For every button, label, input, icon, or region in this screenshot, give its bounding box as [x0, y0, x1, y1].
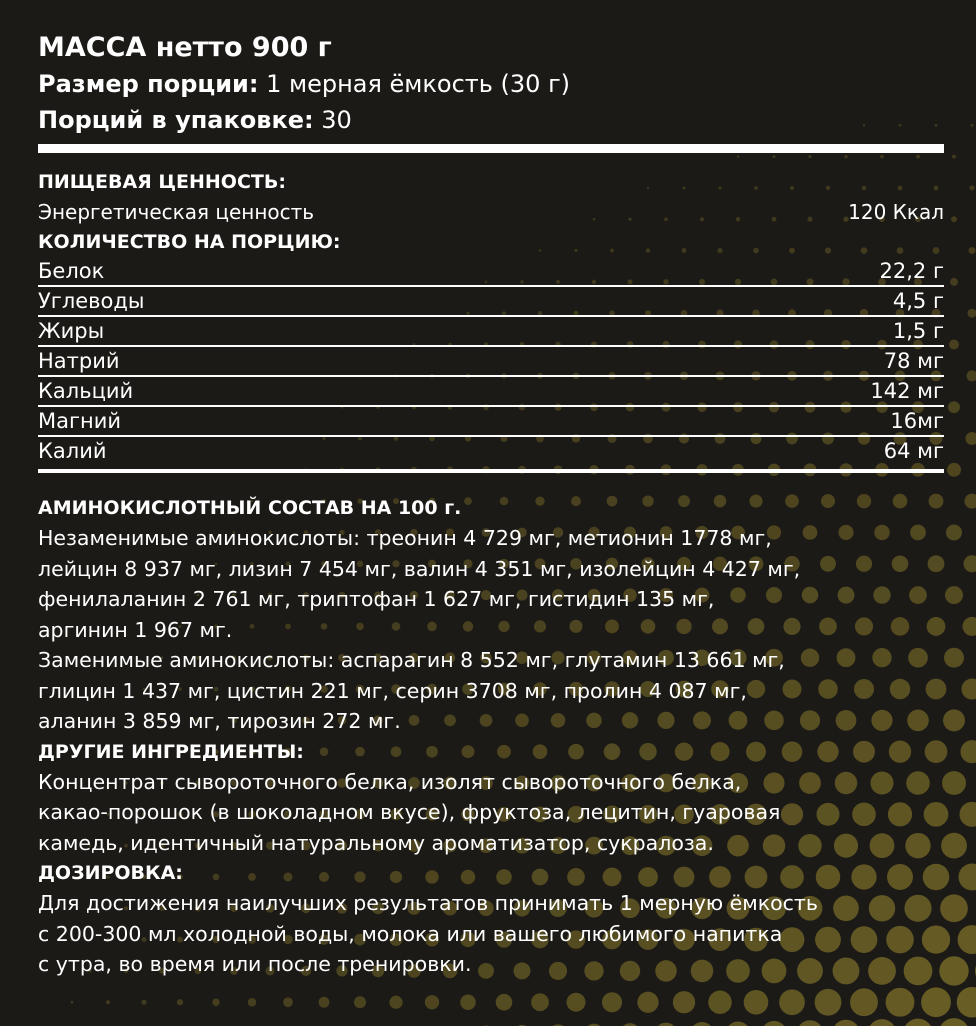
halftone-dot — [969, 247, 976, 254]
halftone-dot — [141, 1000, 146, 1005]
nutrient-row — [38, 377, 944, 407]
halftone-dot — [726, 1021, 750, 1026]
nutrient-row — [38, 407, 944, 437]
halftone-dot — [968, 309, 976, 318]
halftone-dot — [942, 771, 966, 795]
nutrition-label — [38, 30, 944, 980]
halftone-dot — [941, 833, 967, 859]
halftone-dot — [943, 709, 965, 731]
energy-label: Энергетическая ценность — [38, 200, 315, 224]
net-weight: МАССА нетто 900 г — [38, 32, 332, 63]
energy-value: 120 Ккал — [848, 200, 944, 224]
halftone-dot — [319, 997, 330, 1008]
halftone-dot — [946, 524, 962, 540]
halftone-dot — [960, 802, 976, 827]
divider-medium — [38, 469, 944, 473]
halftone-dot — [177, 999, 183, 1005]
halftone-dot — [939, 1018, 970, 1026]
halftone-dot — [690, 1022, 713, 1026]
ingredients-line: какао-порошок (в шоколадном вкусе), фруктоза, лецитин, гуаровая — [38, 800, 781, 824]
nutrient-value: 22,2 г — [879, 259, 944, 283]
dosage-line: с 200-300 мл холодной воды, молока или вашего любимого напитка — [38, 921, 783, 946]
halftone-dot — [947, 463, 961, 477]
halftone-dot — [962, 617, 976, 636]
halftone-dot — [952, 155, 956, 159]
amino-line: Незаменимые аминокислоты: треонин 4 729 мг, метионин 1778 мг, — [38, 526, 772, 550]
serving-size — [38, 66, 944, 102]
dosage-title: ДОЗИРОВКА: — [38, 862, 183, 884]
halftone-dot — [961, 679, 976, 700]
dosage-line: Для достижения наилучших результатов принимать 1 мерную ёмкость — [38, 891, 818, 915]
servings-per-pack-label: Порций в упаковке: — [38, 106, 314, 134]
halftone-dot — [945, 586, 963, 604]
halftone-dot — [964, 494, 976, 509]
halftone-dot — [212, 999, 219, 1006]
halftone-dot — [761, 1021, 786, 1026]
nutrient-value: 64 мг — [883, 439, 944, 463]
halftone-dot — [460, 995, 475, 1010]
halftone-dot — [951, 216, 957, 222]
halftone-dot — [744, 990, 769, 1015]
halftone-dot — [963, 555, 976, 572]
nutrient-name: Жиры — [38, 319, 105, 343]
servings-per-pack-value: 30 — [313, 106, 352, 134]
ingredients-title: ДРУГИЕ ИНГРЕДИЕНТЫ: — [38, 740, 304, 763]
nutrient-name: Магний — [38, 409, 122, 433]
servings-per-pack — [38, 102, 944, 138]
halftone-dot — [354, 996, 366, 1008]
amino-line: фенилаланин 2 761 мг, триптофан 1 627 мг, гистидин 135 мг, — [38, 587, 715, 611]
nutrient-value: 142 мг — [870, 379, 944, 403]
ingredients-line: камедь, идентичный натуральному ароматизатор, сукралоза. — [38, 830, 714, 855]
halftone-dot — [965, 432, 976, 445]
halftone-dot — [959, 863, 976, 890]
halftone-dot — [248, 998, 257, 1007]
nutrient-table — [38, 257, 944, 465]
halftone-dot — [944, 648, 964, 668]
nutrient-value: 78 мг — [883, 349, 944, 373]
halftone-dot — [950, 278, 958, 286]
halftone-dot — [567, 993, 586, 1012]
amino-line: Заменимые аминокислоты: аспарагин 8 552 мг, глутамин 13 661 мг, — [38, 648, 785, 672]
halftone-dot — [868, 1019, 897, 1026]
halftone-dot — [708, 991, 731, 1014]
halftone-dot — [71, 1001, 74, 1004]
amino-line: аланин 3 859 мг, тирозин 272 мг. — [38, 709, 401, 733]
halftone-dot — [921, 987, 951, 1017]
halftone-dot — [958, 925, 976, 954]
halftone-dot — [496, 994, 513, 1011]
halftone-dot — [655, 1023, 677, 1026]
halftone-dot — [967, 370, 976, 381]
halftone-dot — [832, 1020, 860, 1026]
nutrition-title: ПИЩЕВАЯ ЦЕННОСТЬ: — [38, 171, 286, 193]
halftone-dot — [602, 992, 622, 1012]
halftone-dot — [779, 989, 805, 1015]
nutrient-row — [38, 317, 944, 347]
halftone-dot — [903, 1019, 933, 1026]
halftone-dot — [850, 988, 878, 1016]
halftone-dot — [949, 340, 959, 350]
nutrient-value: 1,5 г — [892, 319, 944, 343]
nutrient-name: Углеводы — [38, 289, 145, 313]
nutrient-name: Белок — [38, 259, 105, 283]
amino-line: аргинин 1 967 мг. — [38, 617, 233, 642]
serving-size-label: Размер порции: — [38, 70, 259, 98]
per-serving-title: КОЛИЧЕСТВО НА ПОРЦИЮ: — [38, 231, 341, 253]
halftone-dot — [531, 993, 549, 1011]
halftone-dot — [797, 1020, 824, 1026]
nutrient-name: Натрий — [38, 349, 120, 373]
halftone-dot — [960, 740, 976, 763]
halftone-dot — [971, 124, 974, 127]
halftone-dot — [948, 401, 960, 413]
halftone-dot — [106, 1000, 110, 1004]
nutrient-row — [38, 287, 944, 317]
halftone-dot — [815, 989, 842, 1016]
halftone-dot — [425, 995, 439, 1009]
halftone-dot — [637, 992, 658, 1013]
halftone-dot — [940, 894, 968, 922]
halftone-dot — [970, 185, 975, 190]
nutrient-value: 4,5 г — [892, 289, 944, 313]
amino-line: лейцин 8 937 мг, лизин 7 454 мг, валин 4 351 мг, изолейцин 4 427 мг, — [38, 556, 801, 581]
nutrient-name: Калий — [38, 439, 107, 463]
halftone-dot — [886, 988, 915, 1017]
halftone-dot — [389, 996, 402, 1009]
nutrient-row — [38, 347, 944, 377]
halftone-dot — [673, 991, 695, 1013]
nutrient-row — [38, 257, 944, 287]
halftone-dot — [283, 997, 293, 1007]
dosage-line: с утра, во время или после тренировки. — [38, 952, 472, 976]
nutrient-row — [38, 437, 944, 465]
amino-line: глицин 1 437 мг, цистин 221 мг, серин 3708 мг, пролин 4 087 мг, — [38, 678, 747, 703]
serving-size-value: 1 мерная ёмкость (30 г) — [258, 70, 571, 98]
halftone-dot — [957, 987, 976, 1018]
divider-thick — [38, 144, 944, 153]
amino-title: АМИНОКИСЛОТНЫЙ СОСТАВ НА 100 г. — [38, 497, 462, 519]
energy-row — [38, 197, 944, 227]
nutrient-value: 16мг — [890, 409, 944, 433]
nutrient-name: Кальций — [38, 379, 134, 403]
ingredients-line: Концентрат сывороточного белка, изолят сывороточного белка, — [38, 769, 742, 794]
